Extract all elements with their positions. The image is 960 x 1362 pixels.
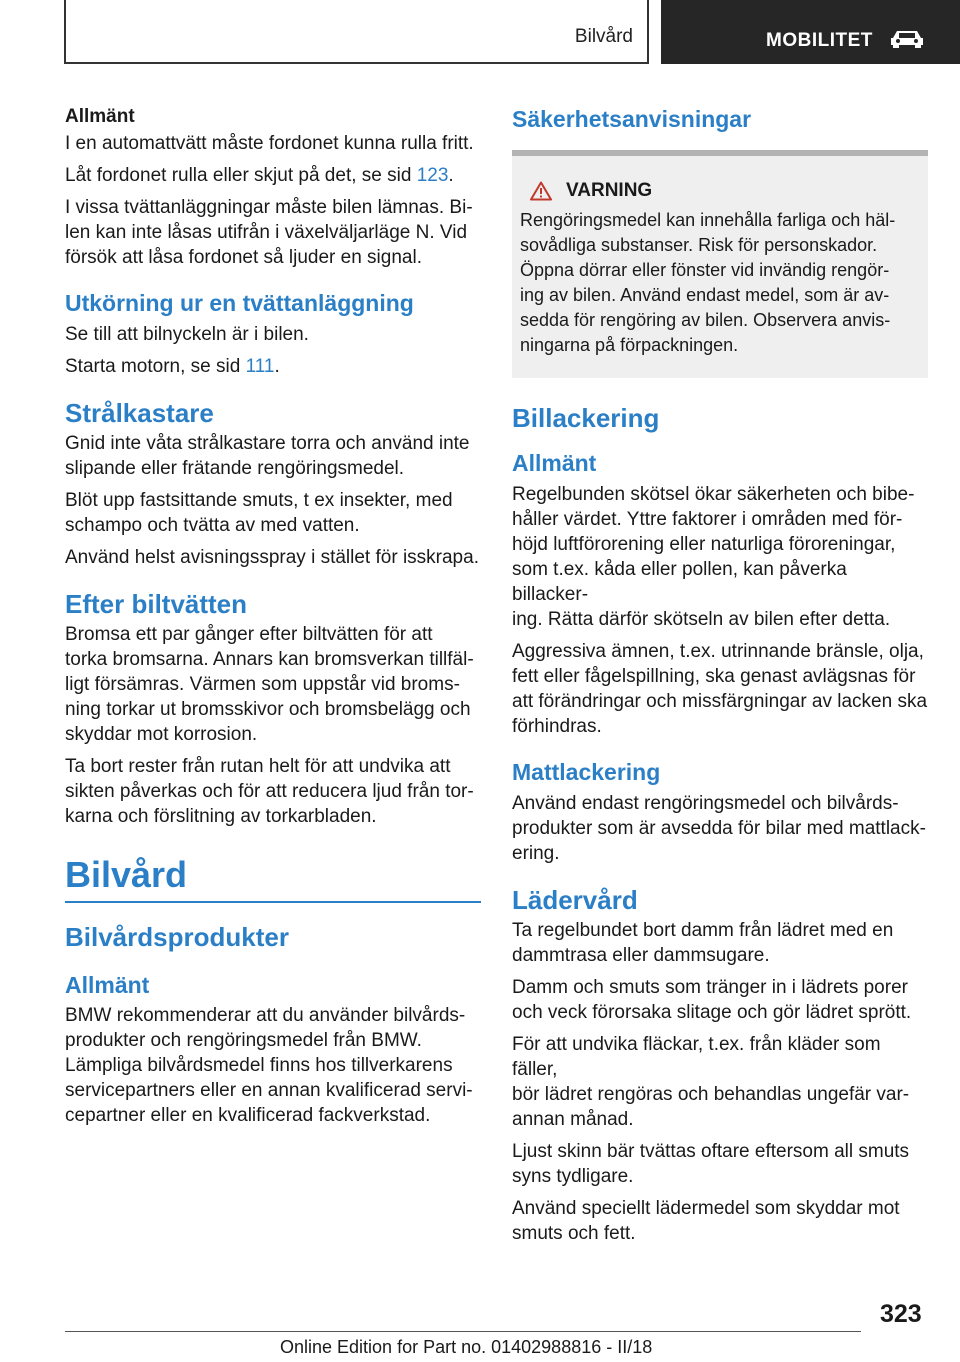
text-line: ligt försämras. Värmen som uppstår vid broms- bbox=[65, 674, 460, 695]
text-line: BMW rekommenderar att du använder bilvårds- bbox=[65, 1005, 466, 1026]
text-line: smuts och fett. bbox=[512, 1223, 636, 1244]
text-line: Öppna dörrar eller fönster vid invändig rengör- bbox=[520, 260, 890, 280]
text-line: I vissa tvättanläggningar måste bilen lämnas. Bi- bbox=[65, 197, 473, 218]
text-line: Bromsa ett par gånger efter biltvätten för att bbox=[65, 624, 433, 645]
safety-heading: Säkerhetsanvisningar bbox=[512, 106, 752, 132]
exit-paragraph-2-text: Starta motorn, se sid bbox=[65, 356, 246, 377]
after-wash-paragraph-2 bbox=[65, 754, 481, 829]
matte-paragraph-1 bbox=[512, 791, 928, 866]
leather-paragraph-4 bbox=[512, 1139, 928, 1189]
text-line: Använd speciellt lädermedel som skyddar mot bbox=[512, 1198, 900, 1219]
general-heading: Allmänt bbox=[65, 106, 135, 127]
text-line: ing. Rätta därför skötseln av bilen efter detta. bbox=[512, 609, 891, 630]
products-general-heading: Allmänt bbox=[65, 972, 150, 998]
general-paragraph-1: I en automattvätt måste fordonet kunna rulla fritt. bbox=[65, 133, 474, 154]
paint-paragraph-2 bbox=[512, 639, 928, 739]
products-paragraph-1 bbox=[65, 1003, 481, 1128]
text-line: produkter som är avsedda för bilar med mattlack- bbox=[512, 818, 926, 839]
header-chapter-tab bbox=[661, 0, 960, 64]
text-line: håller värdet. Yttre faktorer i områden med för- bbox=[512, 509, 903, 530]
warning-header bbox=[520, 180, 920, 202]
header-section-box bbox=[64, 0, 649, 64]
warning-box bbox=[512, 156, 928, 378]
text-line: slipande eller frätande rengöringsmedel. bbox=[65, 458, 405, 479]
chapter-divider bbox=[65, 901, 481, 903]
text-line: och veck förorsaka slitage och gör lädret sprött. bbox=[512, 1002, 912, 1023]
header-chapter-title: MOBILITET bbox=[766, 30, 873, 51]
text-line: Ta regelbundet bort damm från lädret med en bbox=[512, 920, 894, 941]
footer-edition: Online Edition for Part no. 01402988816 - II/18 bbox=[280, 1337, 653, 1357]
page-link-111[interactable]: 111 bbox=[245, 356, 275, 377]
text-line: sikten påverkas och för att reducera ljud från tor- bbox=[65, 781, 474, 802]
text-line: För att undvika fläckar, t.ex. från kläder som fäller, bbox=[512, 1034, 881, 1080]
text-line: Damm och smuts som tränger in i lädrets porer bbox=[512, 977, 908, 998]
products-heading: Bilvårdsprodukter bbox=[65, 922, 289, 952]
care-chapter-heading: Bilvård bbox=[65, 854, 188, 895]
warning-label: VARNING bbox=[566, 180, 653, 201]
text-line: att förändringar och missfärgningar av lacken ska bbox=[512, 691, 928, 712]
paint-general-heading: Allmänt bbox=[512, 450, 597, 476]
text-line: len kan inte låsas utifrån i växelväljarläge N. Vid bbox=[65, 222, 468, 243]
text-line: ering. bbox=[512, 843, 560, 864]
warning-text bbox=[520, 208, 920, 358]
text-line: Aggressiva ämnen, t.ex. utrinnande bränsle, olja, bbox=[512, 641, 924, 662]
text-line: annan månad. bbox=[512, 1109, 634, 1130]
right-column bbox=[512, 100, 928, 1253]
exit-heading: Utkörning ur en tvättanläggning bbox=[65, 290, 414, 316]
after-wash-paragraph-1 bbox=[65, 622, 481, 747]
page-link-123[interactable]: 123 bbox=[416, 165, 449, 186]
general-paragraph-2-text: Låt fordonet rulla eller skjut på det, se sid bbox=[65, 165, 417, 186]
text-line: Ta bort rester från rutan helt för att undvika att bbox=[65, 756, 451, 777]
headlights-paragraph-3: Använd helst avisningsspray i stället för isskrapa. bbox=[65, 547, 479, 568]
text-line: syns tydligare. bbox=[512, 1166, 634, 1187]
leather-paragraph-5 bbox=[512, 1196, 928, 1246]
text-line: Lämpliga bilvårdsmedel finns hos tillverkarens bbox=[65, 1055, 453, 1076]
text-line: cepartner eller en kvalificerad fackverkstad. bbox=[65, 1105, 431, 1126]
page-number: 323 bbox=[880, 1300, 922, 1328]
after-wash-heading: Efter biltvätten bbox=[65, 589, 248, 619]
text-line: ningarna på förpackningen. bbox=[520, 335, 739, 355]
text-line: sedda för rengöring av bilen. Observera anvis- bbox=[520, 310, 891, 330]
leather-paragraph-3 bbox=[512, 1032, 928, 1132]
text-line: höjd luftförorening eller naturliga föroreningar, bbox=[512, 534, 896, 555]
text-line: karna och förslitning av torkarbladen. bbox=[65, 806, 377, 827]
header-section-title: Bilvård bbox=[574, 26, 633, 47]
general-paragraph-2 bbox=[65, 163, 481, 188]
text-line: Rengöringsmedel kan innehålla farliga och häl- bbox=[520, 210, 896, 230]
exit-paragraph-2 bbox=[65, 354, 481, 379]
text-line: Ljust skinn bär tvättas oftare eftersom all smuts bbox=[512, 1141, 910, 1162]
leather-paragraph-1 bbox=[512, 918, 928, 968]
text-line: torka bromsarna. Annars kan bromsverkan tillfäl- bbox=[65, 649, 474, 670]
text-line: Blöt upp fastsittande smuts, t ex insekter, med bbox=[65, 490, 453, 511]
leather-heading: Lädervård bbox=[512, 885, 638, 915]
text-line: som t.ex. kåda eller pollen, kan påverka billacker- bbox=[512, 559, 847, 605]
text-line: Använd endast rengöringsmedel och bilvårds- bbox=[512, 793, 899, 814]
text-line: ing av bilen. Använd endast medel, som är av- bbox=[520, 285, 890, 305]
text-line: servicepartners eller en annan kvalificerad servi- bbox=[65, 1080, 473, 1101]
matte-heading: Mattlackering bbox=[512, 759, 661, 785]
headlights-paragraph-1 bbox=[65, 431, 481, 481]
warning-triangle-icon bbox=[530, 181, 552, 201]
paint-heading: Billackering bbox=[512, 403, 660, 433]
footer-divider bbox=[65, 1331, 861, 1332]
general-paragraph-2-end: . bbox=[448, 165, 454, 186]
leather-paragraph-2 bbox=[512, 975, 928, 1025]
exit-paragraph-1: Se till att bilnyckeln är i bilen. bbox=[65, 324, 309, 345]
text-line: fett eller fågelspillning, ska genast avlägsnas för bbox=[512, 666, 916, 687]
headlights-paragraph-2 bbox=[65, 488, 481, 538]
headlights-heading: Strålkastare bbox=[65, 398, 214, 428]
text-line: bör lädret rengöras och behandlas ungefär var- bbox=[512, 1084, 910, 1105]
text-line: schampo och tvätta av med vatten. bbox=[65, 515, 360, 536]
car-icon bbox=[889, 29, 925, 49]
text-line: ning torkar ut bromsskivor och bromsbelägg och bbox=[65, 699, 471, 720]
text-line: försök att låsa fordonet så ljuder en signal. bbox=[65, 247, 422, 268]
general-paragraph-3 bbox=[65, 195, 481, 270]
text-line: Gnid inte våta strålkastare torra och använd inte bbox=[65, 433, 470, 454]
left-column bbox=[65, 100, 481, 1135]
text-line: skyddar mot korrosion. bbox=[65, 724, 258, 745]
text-line: produkter och rengöringsmedel från BMW. bbox=[65, 1030, 422, 1051]
paint-paragraph-1 bbox=[512, 482, 928, 632]
exit-paragraph-2-end: . bbox=[274, 356, 280, 377]
text-line: dammtrasa eller dammsugare. bbox=[512, 945, 770, 966]
text-line: Regelbunden skötsel ökar säkerheten och bibe- bbox=[512, 484, 915, 505]
text-line: förhindras. bbox=[512, 716, 602, 737]
text-line: sovådliga substanser. Risk för personskador. bbox=[520, 235, 878, 255]
